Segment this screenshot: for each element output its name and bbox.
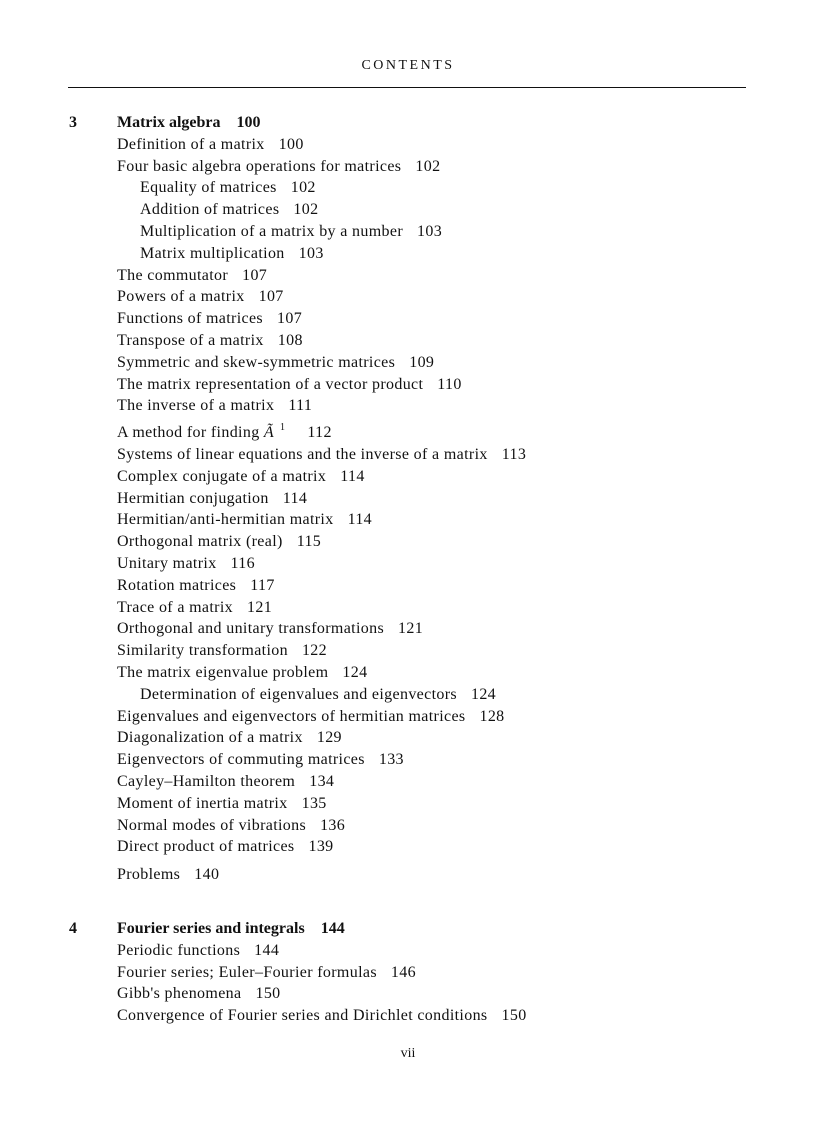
entry-text: Orthogonal matrix (real) [117, 533, 283, 551]
matrix-symbol: Ã [263, 424, 275, 442]
entry-text: Complex conjugate of a matrix [117, 467, 327, 485]
toc-subentry[interactable] [117, 243, 526, 265]
entry-text: Orthogonal and unitary transformations [117, 620, 385, 638]
toc-entry[interactable] [117, 509, 526, 531]
entry-page: 110 [437, 375, 462, 393]
entry-text: Multiplication of a matrix by a number [140, 222, 404, 240]
entry-page: 103 [417, 222, 443, 240]
entry-page: 107 [277, 310, 303, 328]
entry-page: 111 [288, 397, 313, 415]
entry-text: Definition of a matrix [117, 135, 265, 153]
toc-entry[interactable] [117, 553, 526, 575]
entry-text: Hermitian/anti-hermitian matrix [117, 511, 334, 529]
entry-text: Determination of eigenvalues and eigenvectors [140, 685, 457, 703]
toc-entry[interactable] [117, 962, 527, 984]
entry-page: 103 [298, 244, 324, 262]
entry-page: 102 [415, 157, 441, 175]
toc-entry[interactable] [117, 417, 526, 444]
toc-entry[interactable] [117, 706, 526, 728]
entry-text: Symmetric and skew-symmetric matrices [117, 353, 396, 371]
entry-page: 116 [230, 554, 256, 572]
toc-entry[interactable] [117, 265, 526, 287]
chapter-title-text: Matrix algebra [117, 114, 221, 131]
problems-text: Problems [117, 866, 181, 883]
entry-page: 135 [301, 794, 327, 812]
entry-text: Normal modes of vibrations [117, 816, 307, 834]
toc-subentry[interactable] [117, 221, 526, 243]
entry-text: Trace of a matrix [117, 598, 233, 616]
entry-text: The matrix eigenvalue problem [117, 663, 329, 681]
problems-entry[interactable] [117, 864, 219, 886]
chapter-number: 4 [69, 920, 77, 937]
chapter-title[interactable] [117, 112, 261, 134]
toc-entry[interactable] [117, 286, 526, 308]
toc-entry[interactable] [117, 308, 526, 330]
entry-page: 107 [242, 266, 268, 284]
entry-text: Gibb's phenomena [117, 985, 242, 1003]
chapter-number: 3 [69, 114, 77, 131]
running-head: CONTENTS [361, 58, 455, 73]
toc-entry[interactable] [117, 815, 526, 837]
entry-text: Direct product of matrices [117, 838, 295, 856]
entry-page: 150 [255, 985, 281, 1003]
entry-text: Similarity transformation [117, 642, 288, 660]
chapter-title[interactable] [117, 918, 345, 940]
entry-text: A method for finding [117, 424, 260, 442]
entry-page: 112 [307, 424, 332, 442]
toc-entry[interactable] [117, 983, 527, 1005]
entry-page: 150 [501, 1007, 527, 1025]
entry-text: Moment of inertia matrix [117, 794, 288, 812]
entry-text: The matrix representation of a vector product [117, 375, 424, 393]
toc-subentry[interactable] [117, 199, 526, 221]
toc-entry[interactable] [117, 940, 527, 962]
entry-page: 124 [470, 685, 497, 703]
entry-page: 139 [308, 838, 334, 856]
entry-text: Cayley–Hamilton theorem [117, 772, 296, 790]
toc-entry[interactable] [117, 330, 526, 352]
toc-entry[interactable] [117, 352, 526, 374]
entry-text: Equality of matrices [140, 179, 277, 197]
entry-page: 136 [320, 816, 346, 834]
chapter-title-text: Fourier series and integrals [117, 920, 305, 937]
entry-text: Four basic algebra operations for matrices [117, 157, 402, 175]
entry-text: Hermitian conjugation [117, 489, 269, 507]
entry-page: 114 [340, 467, 365, 485]
page-number: vii [400, 1046, 416, 1061]
header-rule [68, 87, 746, 88]
entry-page: 107 [258, 288, 284, 306]
toc-entry[interactable] [117, 597, 526, 619]
entry-text: Powers of a matrix [117, 288, 245, 306]
toc-entry[interactable] [117, 618, 526, 640]
entry-page: 114 [282, 489, 308, 507]
entry-text: The commutator [117, 266, 229, 284]
chapter-page: 144 [320, 920, 345, 937]
entry-page: 115 [296, 533, 322, 551]
entry-text: Convergence of Fourier series and Dirichlet conditions [117, 1007, 488, 1025]
entry-page: 113 [501, 445, 527, 463]
toc-entry[interactable] [117, 727, 526, 749]
entry-text: Transpose of a matrix [117, 331, 264, 349]
entry-page: 122 [301, 642, 328, 660]
toc-entry[interactable] [117, 444, 526, 466]
problems-page: 140 [194, 866, 220, 883]
toc-subentry[interactable] [117, 177, 526, 199]
toc-entry[interactable] [117, 771, 526, 793]
toc-subentry[interactable] [117, 684, 526, 706]
entry-page: 128 [479, 707, 505, 725]
toc-entry[interactable] [117, 640, 526, 662]
entry-text: Eigenvalues and eigenvectors of hermitian matrices [117, 707, 466, 725]
toc-entry[interactable] [117, 1005, 527, 1027]
entry-page: 100 [278, 135, 304, 153]
toc-entry[interactable] [117, 374, 526, 396]
entry-text: Systems of linear equations and the inverse of a matrix [117, 445, 488, 463]
toc-entry[interactable] [117, 531, 526, 553]
entry-text: Matrix multiplication [140, 244, 285, 262]
toc-entry[interactable] [117, 395, 526, 417]
entry-text: Unitary matrix [117, 554, 217, 572]
entry-page: 133 [378, 751, 404, 769]
toc-entry[interactable] [117, 488, 526, 510]
entry-page: 121 [398, 620, 424, 638]
entry-text: Functions of matrices [117, 310, 263, 328]
toc-entry[interactable] [117, 156, 526, 178]
entry-text: Rotation matrices [117, 576, 237, 594]
toc-entry[interactable] [117, 749, 526, 771]
entry-page: 102 [290, 179, 316, 197]
entry-page: 124 [342, 663, 368, 681]
entry-page: 129 [316, 729, 342, 747]
entry-page: 109 [409, 353, 435, 371]
entry-text: Addition of matrices [140, 201, 280, 219]
toc-entry[interactable] [117, 662, 526, 684]
entry-page: 102 [293, 201, 319, 219]
toc-entries [117, 940, 527, 1027]
entry-page: 146 [390, 963, 416, 981]
toc-entry[interactable] [117, 466, 526, 488]
entry-text: Eigenvectors of commuting matrices [117, 751, 365, 769]
entry-page: 121 [247, 598, 273, 616]
entry-page: 114 [347, 511, 373, 529]
toc-entry[interactable] [117, 836, 526, 858]
entry-text: Periodic functions [117, 941, 241, 959]
entry-text: The inverse of a matrix [117, 397, 275, 415]
entry-page: 117 [250, 576, 275, 594]
inverse-superscript: 1 [280, 422, 286, 434]
entry-page: 108 [277, 331, 303, 349]
entry-page: 134 [309, 772, 335, 790]
toc-entry[interactable] [117, 793, 526, 815]
toc-entry[interactable] [117, 575, 526, 597]
toc-entries [117, 134, 526, 858]
entry-text: Fourier series; Euler–Fourier formulas [117, 963, 377, 981]
entry-page: 144 [254, 941, 280, 959]
toc-entry[interactable] [117, 134, 526, 156]
chapter-page: 100 [236, 114, 261, 131]
entry-text: Diagonalization of a matrix [117, 729, 303, 747]
